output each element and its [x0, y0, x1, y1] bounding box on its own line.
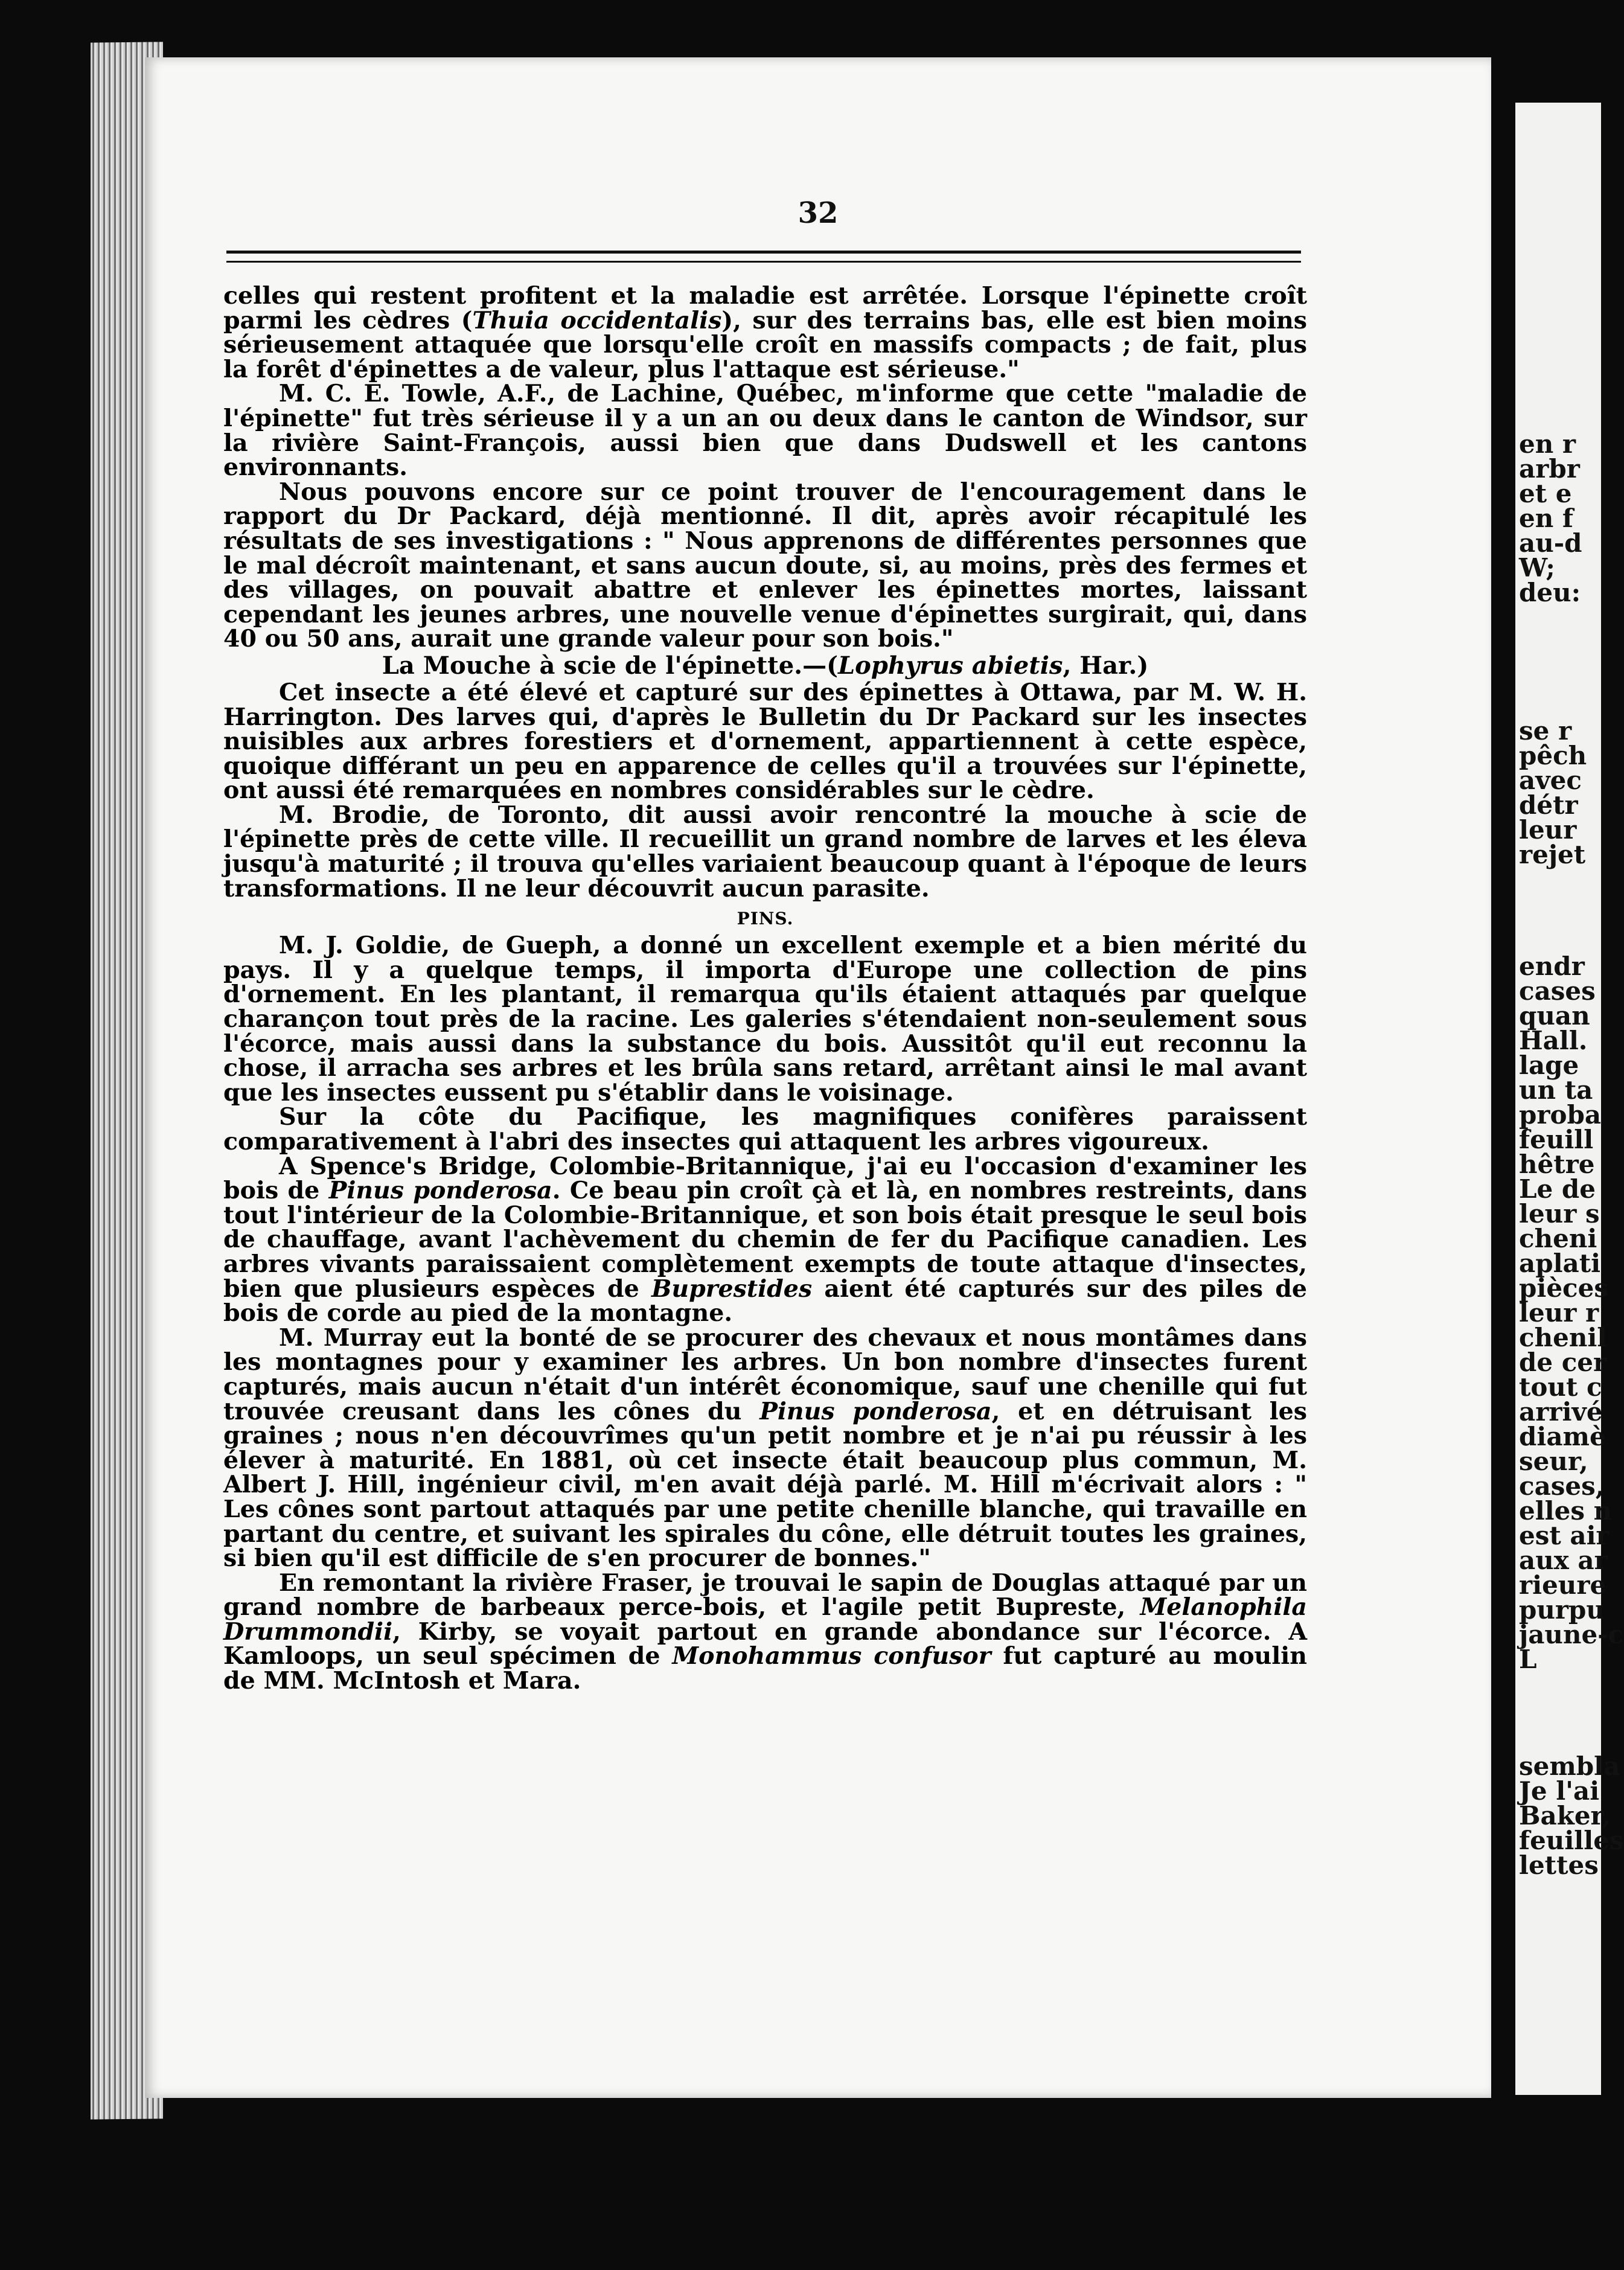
adjacent-page-line: quan [1519, 1001, 1590, 1031]
adjacent-page-line: cheni [1519, 1224, 1597, 1253]
adjacent-page-line: rejet [1519, 840, 1586, 869]
adjacent-page-line: en f [1519, 504, 1573, 533]
adjacent-page-line: tout c [1519, 1372, 1602, 1402]
paragraph: Cet insecte a été élevé et capturé sur des épinettes à Ottawa, par M. W. H. Harrington. Des larves qui, d'après le Bulletin du Dr Packard sur les insectes nuisibles aux arbres forestiers et d'ornement, appartiennent à cette espèce, quoique différant un peu en apparence de celles qu'il a trouvées sur l'épinette, ont aussi été remarquées en nombres considérables sur le cèdre. [223, 678, 1307, 805]
adjacent-page-line: seur, [1519, 1447, 1588, 1476]
adjacent-page-line: hêtre [1519, 1149, 1595, 1179]
header-rule-top [226, 251, 1301, 254]
adjacent-page-line: lage [1519, 1050, 1579, 1080]
adjacent-page-line: diamè [1519, 1422, 1606, 1451]
adjacent-page-line: W; [1519, 553, 1555, 583]
adjacent-page-line: Hall. [1519, 1026, 1588, 1055]
adjacent-page-line: endr [1519, 951, 1585, 981]
section-heading: La Mouche à scie de l'épinette.—(Lophyrus abietis, Har.) [382, 651, 1149, 680]
paragraph: M. C. E. Towle, A.F., de Lachine, Québec, m'informe que cette "maladie de l'épinette" fut très sérieuse il y a un an ou deux dans le canton de Windsor, sur la rivière Saint-François, aussi bien que dans Dudswell et les cantons environnants. [223, 380, 1307, 482]
adjacent-page-line: leur r [1519, 1298, 1599, 1328]
section-heading: PINS. [737, 909, 794, 929]
adjacent-page-line: de cer [1519, 1348, 1607, 1377]
adjacent-page-line: lettes [1519, 1850, 1599, 1880]
paragraph: A Spence's Bridge, Colombie-Britannique, j'ai eu l'occasion d'examiner les bois de Pinus ponderosa. Ce beau pin croît çà et là, en nombres restreints, dans tout l'intérieur de la Colombie-Britannique, et son bois était presque le seul bois de chauffage, avant l'achèvement du chemin de fer du Pacifique canadien. Les arbres vivants paraissaient complètement exempts de toute attaque d'insectes, bien que plusieurs espèces de Buprestides aient été capturés sur des piles de bois de corde au pied de la montagne. [223, 1152, 1307, 1328]
adjacent-page-line: pièces [1519, 1273, 1608, 1303]
adjacent-page-line: leur s [1519, 1199, 1600, 1229]
paragraph: En remontant la rivière Fraser, je trouvai le sapin de Douglas attaqué par un grand nombre de barbeaux perce-bois, et l'agile petit Bupreste, Melanophila Drummondii, Kirby, se voyait partout en grande abondance sur l'écorce. A Kamloops, un seul spécimen de Monohammus confusor fut capturé au moulin de MM. McIntosh et Mara. [223, 1568, 1307, 1695]
body-text [223, 284, 1307, 1693]
adjacent-page-line: est air [1519, 1521, 1610, 1550]
adjacent-page-line: chenil [1519, 1323, 1607, 1352]
adjacent-page-line: aux ar [1519, 1546, 1608, 1575]
adjacent-page-fragment [1515, 103, 1624, 2095]
adjacent-page-line: arrivé [1519, 1397, 1603, 1427]
adjacent-page-line: proba [1519, 1100, 1602, 1130]
adjacent-page-line: rieure [1519, 1570, 1606, 1600]
adjacent-page-line: en r [1519, 429, 1576, 459]
adjacent-page-line: avec [1519, 766, 1582, 795]
adjacent-page-line: arbr [1519, 454, 1580, 484]
adjacent-page-line: pêch [1519, 741, 1587, 770]
adjacent-page-line: feuilles [1519, 1826, 1624, 1855]
adjacent-page-line: sembla [1519, 1751, 1620, 1781]
adjacent-page-line: deu: [1519, 578, 1581, 607]
paragraph: M. Brodie, de Toronto, dit aussi avoir rencontré la mouche à scie de l'épinette près de cette ville. Il recueillit un grand nombre de larves et les éleva jusqu'à maturité ; il trouva qu'elles variaient beaucoup quant à l'époque de leurs transformations. Il ne leur découvrit aucun parasite. [223, 801, 1307, 903]
adjacent-page-line: Le de [1519, 1174, 1596, 1204]
adjacent-page-line: jaune-c [1519, 1620, 1624, 1649]
adjacent-page-line: L [1519, 1645, 1537, 1674]
adjacent-page-line: au-d [1519, 528, 1582, 558]
adjacent-page-line: purpu [1519, 1595, 1605, 1625]
page-number: 32 [798, 196, 839, 230]
adjacent-page-line: détr [1519, 790, 1578, 820]
paragraph: Nous pouvons encore sur ce point trouver de l'encouragement dans le rapport du Dr Packard, déjà mentionné. Il dit, après avoir récapitulé les résultats de ses investigations : " Nous apprenons de différentes personnes que le mal décroît maintenant, et sans aucun doute, si, au moins, près des fermes et des villages, on pouvait abattre et enlever les épinettes mortes, laissant cependant les jeunes arbres, une nouvelle venue d'épinettes surgirait, qui, dans 40 ou 50 ans, aurait une grande valeur pour son bois." [223, 478, 1307, 653]
adjacent-page-line: feuill [1519, 1125, 1594, 1154]
header-rule-bottom [226, 261, 1301, 263]
adjacent-page-line: Baker, [1519, 1801, 1611, 1830]
adjacent-page-line: un ta [1519, 1075, 1593, 1105]
adjacent-page-line: aplati [1519, 1248, 1601, 1278]
adjacent-page-line: et e [1519, 479, 1572, 508]
paragraph: Sur la côte du Pacifique, les magnifiques conifères paraissent comparativement à l'abri des insectes qui attaquent les arbres vigoureux. [223, 1103, 1307, 1156]
adjacent-page-line: se r [1519, 716, 1572, 746]
paragraph: M. Murray eut la bonté de se procurer des chevaux et nous montâmes dans les montagnes pour y examiner les arbres. Un bon nombre d'insectes furent capturés, mais aucun n'était d'un intérêt économique, sauf une chenille qui fut trouvée creusant dans les cônes du Pinus ponderosa, et en détruisant les graines ; nous n'en découvrîmes qu'un petit nombre et je n'ai pu réussir à les élever à maturité. En 1881, où cet insecte était beaucoup plus commun, M. Albert J. Hill, ingénieur civil, m'en avait déjà parlé. M. Hill m'écrivait alors : " Les cônes sont partout attaqués par une petite chenille blanche, qui travaille en partant du centre, et suivant les spirales du cône, elle détruit toutes les graines, si bien qu'il est difficile de s'en procurer de bonnes." [223, 1323, 1307, 1573]
paragraph: M. J. Goldie, de Gueph, a donné un excellent exemple et a bien mérité du pays. Il y a quelque temps, il importa d'Europe une collection de pins d'ornement. En les plantant, il remarqua qu'ils étaient attaqués par quelque charançon tout près de la racine. Les galeries s'étendaient non-seulement sous l'écorce, mais aussi dans la substance du bois. Aussitôt qu'il eut reconnu la chose, il arracha ses arbres et les brûla sans retard, arrêtant ainsi le mal avant que les insectes eussent pu s'établir dans le voisinage. [223, 932, 1307, 1107]
adjacent-page-line: cases, [1519, 1471, 1605, 1501]
adjacent-page-line: elles n [1519, 1496, 1613, 1526]
paragraph: celles qui restent profitent et la maladie est arrêtée. Lorsque l'épinette croît parmi les cèdres (Thuia occidentalis), sur des terrains bas, elle est bien moins sérieusement attaquée que lorsqu'elle croît en massifs compacts ; de fait, plus la forêt d'épinettes a de valeur, plus l'attaque est sérieuse." [223, 282, 1307, 383]
adjacent-page-line: Je l'ai [1519, 1776, 1600, 1806]
adjacent-page-line: leur [1519, 815, 1577, 845]
adjacent-page-line: cases [1519, 976, 1596, 1006]
